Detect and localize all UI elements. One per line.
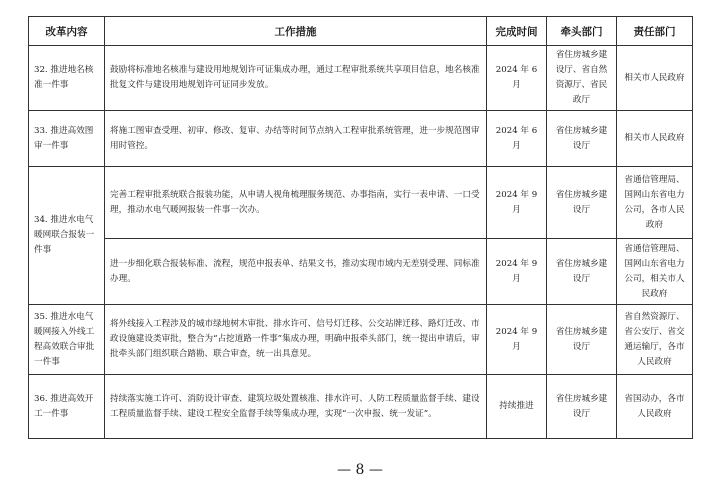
work-measure: 进一步细化联合报装标准、流程，规范申报表单、结果文书，推动实现市域内无差别受理、同标准办理。	[105, 239, 487, 305]
responsible-department: 相关市人民政府	[617, 111, 693, 167]
responsible-department: 省国动办，各市人民政府	[617, 375, 693, 439]
lead-department: 省住房城乡建设厅	[547, 305, 617, 375]
completion-date: 2024 年 6 月	[487, 46, 547, 111]
responsible-department: 省通信管理局、国网山东省电力公司，相关市人民政府	[617, 239, 693, 305]
header-measure: 工作措施	[105, 17, 487, 46]
reform-item: 36. 推进高效开工一件事	[29, 375, 105, 439]
table-row	[29, 167, 693, 239]
table-row	[29, 111, 693, 167]
work-measure: 将外线接入工程涉及的城市绿地树木审批、排水许可、信号灯迁移、公交站牌迁移、路灯迁改、市政设施建设类审批，整合为“占挖道路一件事”集成办理，明确申报牵头部门，统一提出申请后，审批牵头部门组织联合踏勘、联合审查，统一出具意见。	[105, 305, 487, 375]
reform-item: 34. 推进水电气暖网联合报装一件事	[29, 167, 105, 305]
table-row	[29, 375, 693, 439]
table-row	[29, 239, 693, 305]
page-number: — 8 —	[337, 462, 383, 478]
completion-date: 2024 年 9 月	[487, 305, 547, 375]
reform-item: 35. 推进水电气暖网接入外线工程高效联合审批一件事	[29, 305, 105, 375]
responsible-department: 省自然资源厅、省公安厅、省交通运输厅，各市人民政府	[617, 305, 693, 375]
header-item: 改革内容	[29, 17, 105, 46]
lead-department: 省住房城乡建设厅	[547, 239, 617, 305]
responsible-department: 相关市人民政府	[617, 46, 693, 111]
lead-department: 省住房城乡建设厅	[547, 111, 617, 167]
completion-date: 2024 年 9 月	[487, 239, 547, 305]
table-header-row	[29, 17, 693, 46]
work-measure: 完善工程审批系统联合报装功能，从申请人视角梳理服务规范、办事指南，实行一表申请、一口受理，推动水电气暖网报装一件事一次办。	[105, 167, 487, 239]
responsible-department: 省通信管理局、国网山东省电力公司，各市人民政府	[617, 167, 693, 239]
header-date: 完成时间	[487, 17, 547, 46]
header-lead: 牵头部门	[547, 17, 617, 46]
table-row	[29, 305, 693, 375]
work-measure: 将施工图审查受理、初审、修改、复审、办结等时间节点纳入工程审批系统管理，进一步规范图审用时管控。	[105, 111, 487, 167]
lead-department: 省住房城乡建设厅、省自然资源厅、省民政厅	[547, 46, 617, 111]
reform-item: 32. 推进地名核准一件事	[29, 46, 105, 111]
completion-date: 持续推进	[487, 375, 547, 439]
work-measure: 鼓励将标准地名核准与建设用地规划许可证集成办理，通过工程审批系统共享项目信息，地名核准批复文件与建设用地规划许可证同步发放。	[105, 46, 487, 111]
reform-item: 33. 推进高效图审一件事	[29, 111, 105, 167]
header-resp: 责任部门	[617, 17, 693, 46]
completion-date: 2024 年 6 月	[487, 111, 547, 167]
completion-date: 2024 年 9 月	[487, 167, 547, 239]
table-row	[29, 46, 693, 111]
lead-department: 省住房城乡建设厅	[547, 167, 617, 239]
work-measure: 持续落实施工许可、消防设计审查、建筑垃圾处置核准、排水许可、人防工程质量监督手续、建设工程质量监督手续、建设工程安全监督手续等集成办理，实现“一次申报、统一发证”。	[105, 375, 487, 439]
reform-table	[28, 16, 693, 439]
lead-department: 省住房城乡建设厅	[547, 375, 617, 439]
